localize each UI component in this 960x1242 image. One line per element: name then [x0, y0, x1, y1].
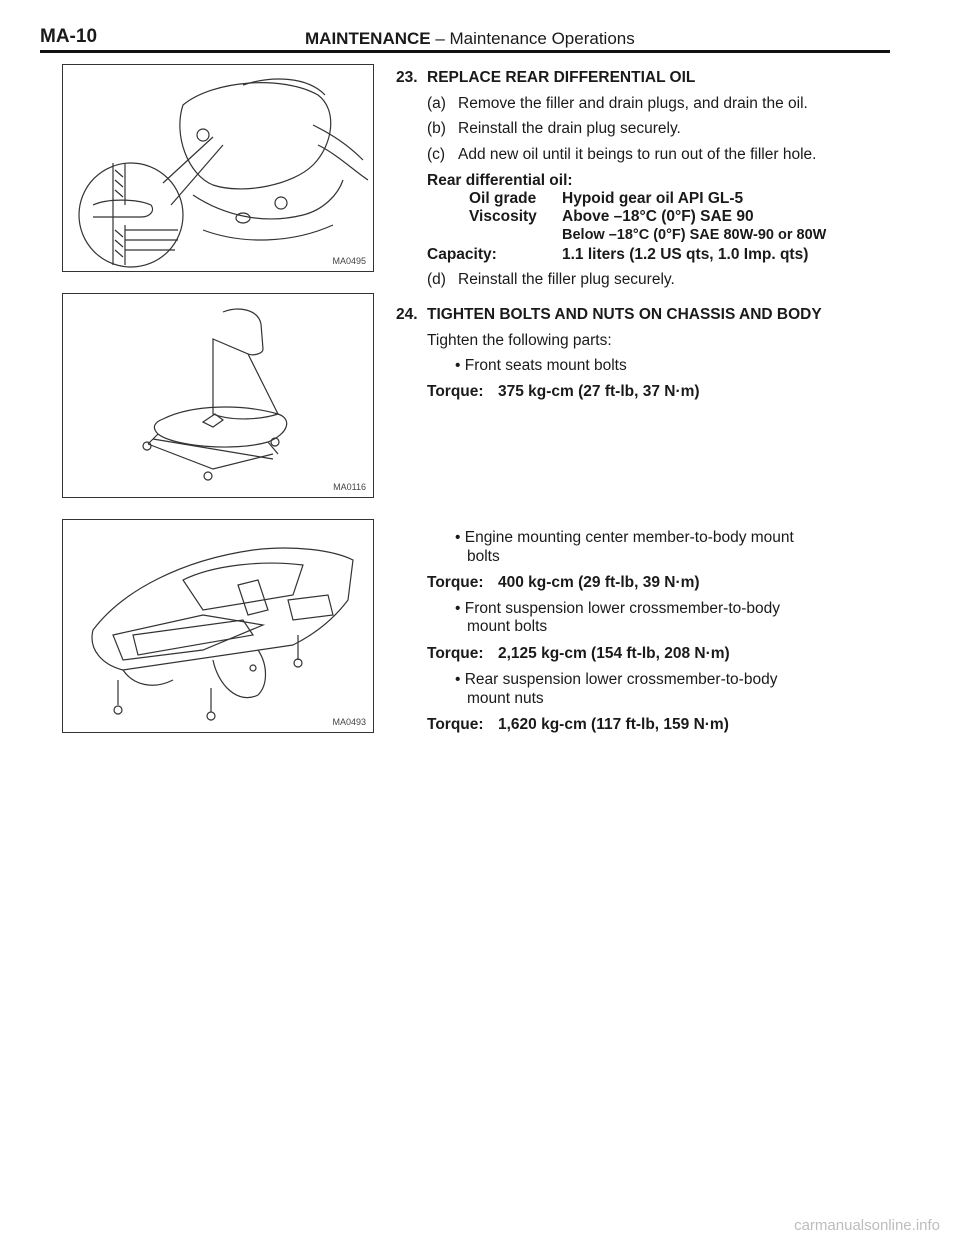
step-23-number: 23.: [396, 69, 418, 86]
step-23a-label: (a): [427, 95, 446, 112]
item-engine-mounting: • Engine mounting center member-to-body mount: [455, 529, 794, 546]
torque-engine-mounting: 400 kg-cm (29 ft-lb, 39 N·m): [498, 574, 700, 591]
figure-code: MA0495: [332, 256, 366, 266]
item-front-suspension-cont: mount bolts: [467, 618, 548, 635]
viscosity-label: Viscosity: [469, 208, 537, 225]
page-title: [305, 29, 635, 49]
figure-code: MA0493: [332, 717, 366, 727]
figure-code: MA0116: [333, 482, 366, 492]
torque-front-suspension: 2,125 kg-cm (154 ft-lb, 208 N·m): [498, 645, 730, 662]
torque-label: Torque:: [427, 574, 484, 591]
page-number: MA-10: [40, 26, 98, 47]
torque-front-seats: 375 kg-cm (27 ft-lb, 37 N·m): [498, 383, 700, 400]
section-name: MAINTENANCE: [305, 29, 431, 48]
figure-front-seat: [62, 293, 374, 498]
viscosity-above: Above –18°C (0°F) SAE 90: [562, 208, 754, 225]
torque-label: Torque:: [427, 383, 484, 400]
oil-grade-label: Oil grade: [469, 190, 537, 207]
torque-rear-suspension: 1,620 kg-cm (117 ft-lb, 159 N·m): [498, 716, 729, 733]
front-seat-mount-bolts-illustration-icon: [63, 294, 373, 497]
viscosity-below: Below –18°C (0°F) SAE 80W-90 or 80W: [562, 227, 827, 243]
torque-label: Torque:: [427, 716, 484, 733]
header-rule: [40, 50, 890, 53]
spec-title: Rear differential oil:: [427, 172, 573, 189]
step-24-intro: Tighten the following parts:: [427, 332, 612, 349]
step-23b-text: Reinstall the drain plug securely.: [458, 120, 681, 137]
item-front-seats: • Front seats mount bolts: [455, 357, 627, 374]
step-23d-text: Reinstall the filler plug securely.: [458, 271, 675, 288]
step-23b-label: (b): [427, 120, 446, 137]
step-23a-text: Remove the filler and drain plugs, and drain the oil.: [458, 95, 808, 112]
step-23c-label: (c): [427, 146, 446, 163]
item-engine-mounting-cont: bolts: [467, 548, 500, 565]
chassis-body-mount-bolts-illustration-icon: [63, 520, 373, 732]
item-front-suspension: • Front suspension lower crossmember-to-body: [455, 600, 781, 617]
figure-differential: [62, 64, 374, 272]
page-header: [40, 22, 890, 52]
differential-filler-plug-illustration-icon: [63, 65, 373, 271]
oil-grade-value: Hypoid gear oil API GL-5: [562, 190, 744, 207]
capacity-value: 1.1 liters (1.2 US qts, 1.0 Imp. qts): [562, 246, 809, 263]
item-rear-suspension: • Rear suspension lower crossmember-to-body: [455, 671, 778, 688]
torque-label: Torque:: [427, 645, 484, 662]
step-23-heading: REPLACE REAR DIFFERENTIAL OIL: [427, 69, 696, 86]
step-23d-label: (d): [427, 271, 446, 288]
step-24-number: 24.: [396, 306, 418, 323]
step-24-heading: TIGHTEN BOLTS AND NUTS ON CHASSIS AND BODY: [427, 306, 822, 323]
step-23c-text: Add new oil until it beings to run out of the filler hole.: [458, 146, 817, 163]
figure-chassis-body: [62, 519, 374, 733]
item-rear-suspension-cont: mount nuts: [467, 690, 544, 707]
capacity-label: Capacity:: [427, 246, 497, 263]
section-subtitle: – Maintenance Operations: [435, 29, 635, 48]
watermark: carmanualsonline.info: [794, 1217, 940, 1234]
